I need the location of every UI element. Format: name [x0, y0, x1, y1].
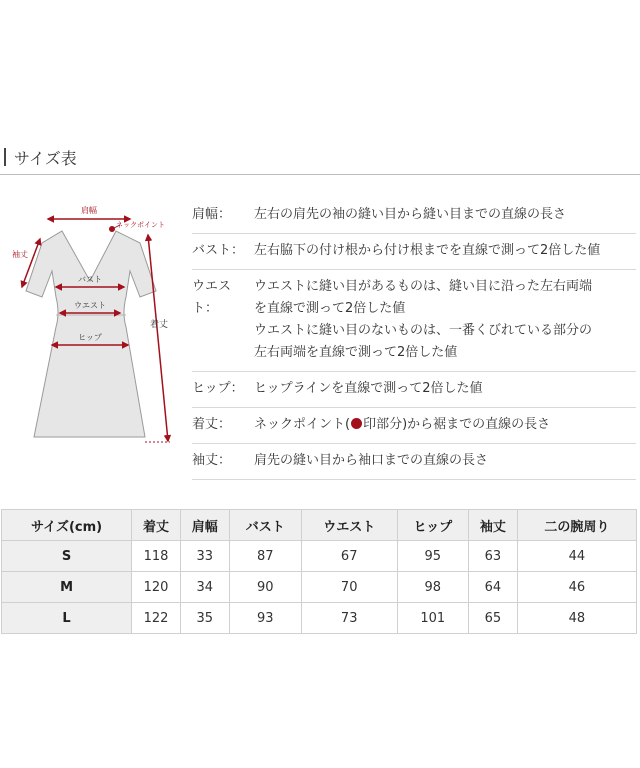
- def-line: ウエストに縫い目があるものは、縫い目に沿った左右両端: [254, 279, 593, 294]
- table-cell: 33: [180, 541, 229, 572]
- section-title: サイズ表: [14, 148, 77, 168]
- neckpoint-dot-icon: [351, 418, 362, 429]
- bust-label: バスト: [78, 275, 102, 284]
- header-sleeve: 袖丈: [469, 510, 518, 541]
- table-row: [2, 572, 637, 603]
- def-row-bust: [192, 234, 636, 270]
- measurement-definitions: [192, 198, 636, 480]
- def-line: 左右両端を直線で測って2倍した値: [254, 345, 458, 360]
- def-value: [254, 204, 636, 226]
- table-cell: 118: [132, 541, 181, 572]
- table-cell: 95: [397, 541, 469, 572]
- length-label: 着丈: [150, 320, 169, 330]
- def-value: [254, 414, 636, 436]
- def-line: 肩先の縫い目から袖口までの直線の長さ: [254, 453, 489, 468]
- table-cell: 48: [517, 603, 636, 634]
- table-cell: 122: [132, 603, 181, 634]
- header-hip: ヒップ: [397, 510, 469, 541]
- header-waist: ウエスト: [301, 510, 397, 541]
- table-cell: 101: [397, 603, 469, 634]
- def-key: ヒップ：: [192, 381, 244, 396]
- table-cell: 67: [301, 541, 397, 572]
- def-row-sleeve: [192, 444, 636, 480]
- table-cell: 70: [301, 572, 397, 603]
- def-line: 左右の肩先の袖の縫い目から縫い目までの直線の長さ: [254, 207, 567, 222]
- table-row: [2, 603, 637, 634]
- def-line: ウエストに縫い目のないものは、一番くびれている部分の: [254, 323, 593, 338]
- table-cell: 44: [517, 541, 636, 572]
- def-key: 袖丈：: [192, 453, 232, 468]
- def-line: ヒップラインを直線で測って2倍した値: [254, 381, 483, 396]
- neckpoint-label: ネックポイント: [116, 221, 165, 229]
- header-size: サイズ(cm): [2, 510, 132, 541]
- header-upper-arm: 二の腕周り: [517, 510, 636, 541]
- sleeve-label: 袖丈: [12, 250, 28, 259]
- def-line: 左右脇下の付け根から付け根までを直線で測って2倍した値: [254, 243, 601, 258]
- table-cell: 120: [132, 572, 181, 603]
- table-cell: 64: [469, 572, 518, 603]
- length-arrow: [148, 235, 168, 441]
- table-row: [2, 541, 637, 572]
- def-value: [254, 240, 636, 262]
- table-cell: 46: [517, 572, 636, 603]
- def-row-waist: [192, 270, 636, 372]
- header-shoulder: 肩幅: [180, 510, 229, 541]
- def-value: [254, 450, 636, 472]
- def-text-before: ネックポイント(: [254, 417, 351, 432]
- row-size: L: [2, 603, 132, 634]
- table-cell: 63: [469, 541, 518, 572]
- def-key: バスト：: [192, 243, 245, 258]
- waist-label: ウエスト: [74, 301, 106, 310]
- table-cell: 87: [229, 541, 301, 572]
- def-key: 着丈：: [192, 417, 232, 432]
- table-cell: 65: [469, 603, 518, 634]
- heading-bar: [4, 148, 6, 166]
- header-length: 着丈: [132, 510, 181, 541]
- table-header-row: [2, 510, 637, 541]
- row-size: S: [2, 541, 132, 572]
- table-cell: 73: [301, 603, 397, 634]
- divider: [0, 174, 640, 175]
- table-cell: 34: [180, 572, 229, 603]
- table-cell: 93: [229, 603, 301, 634]
- def-row-length: [192, 408, 636, 444]
- hip-label: ヒップ: [78, 333, 102, 342]
- def-key: 肩幅：: [192, 207, 232, 222]
- size-table: [1, 509, 637, 634]
- table-cell: 90: [229, 572, 301, 603]
- def-value: [254, 276, 636, 364]
- table-cell: 98: [397, 572, 469, 603]
- def-row-hip: [192, 372, 636, 408]
- row-size: M: [2, 572, 132, 603]
- header-bust: バスト: [229, 510, 301, 541]
- def-text-after: 印部分)から裾までの直線の長さ: [363, 417, 551, 432]
- shoulder-label: 肩幅: [81, 206, 97, 215]
- garment-diagram: [0, 195, 200, 465]
- table-cell: 35: [180, 603, 229, 634]
- def-row-shoulder: [192, 198, 636, 234]
- def-key: ウエスト：: [192, 279, 232, 316]
- def-value: [254, 378, 636, 400]
- section-heading: [4, 146, 77, 168]
- def-line: を直線で測って2倍した値: [254, 301, 406, 316]
